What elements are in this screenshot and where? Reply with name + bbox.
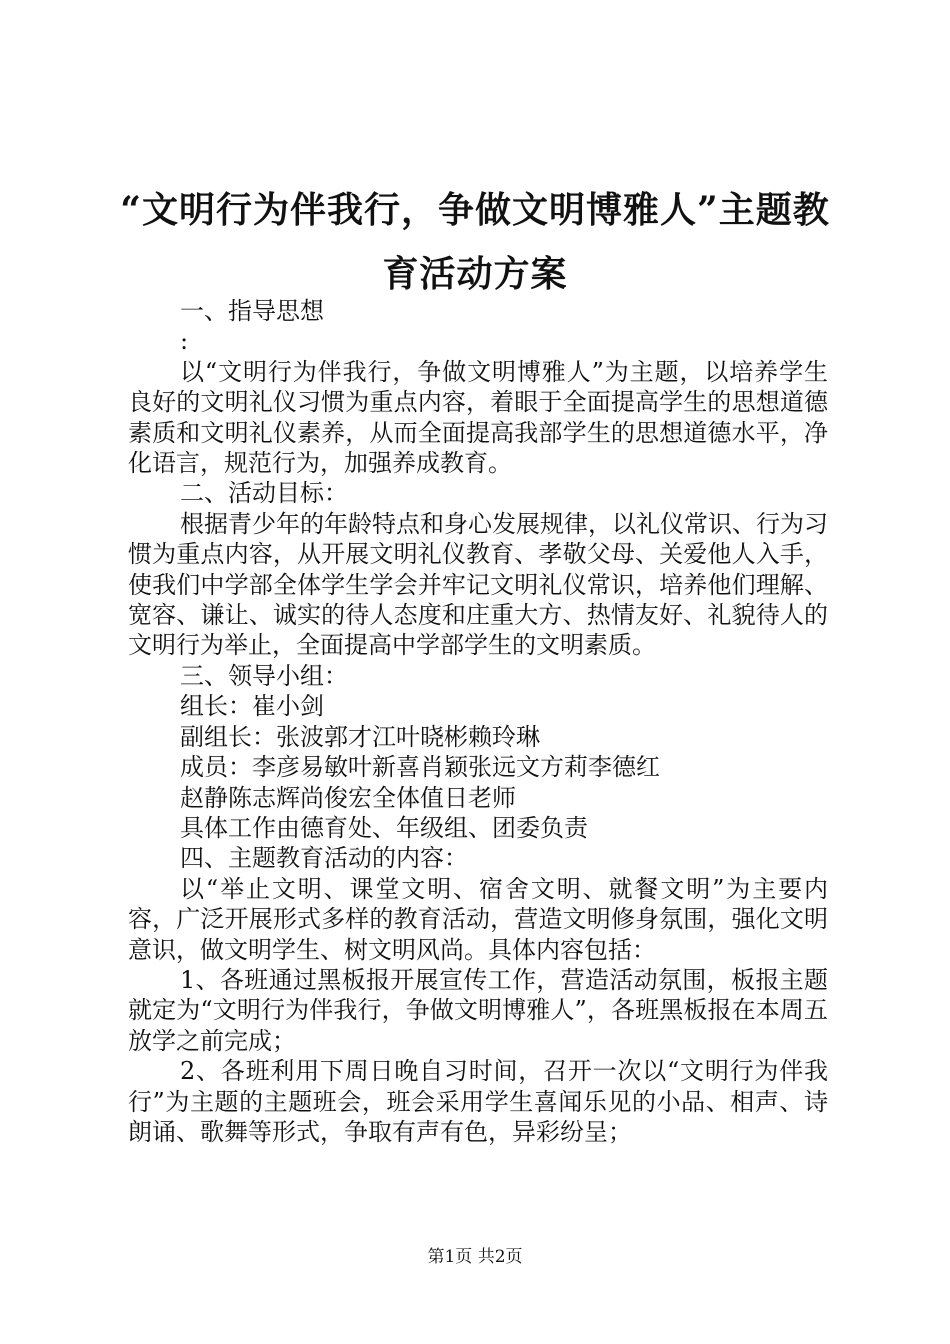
- page-footer: 第1页 共2页: [427, 1247, 523, 1267]
- members-line: 成员：李彦易敏叶新喜肖颖张远文方莉李德红: [180, 753, 660, 782]
- document-body: [128, 296, 828, 1147]
- list-item-2: 2、各班利用下周日晚自习时间，召开一次以“文明行为伴我行”为主题的主题班会，班会采用学生喜闻乐见的小品、相声、诗朗诵、歌舞等形式，争取有声有色，异彩纷呈；: [128, 1057, 828, 1146]
- paragraph-content: 以“举止文明、课堂文明、宿舍文明、就餐文明”为主要内容，广泛开展形式多样的教育活动，营造文明修身氛围，强化文明意识，做文明学生、树文明风尚。具体内容包括：: [128, 874, 828, 964]
- leader-line: 组长：崔小剑: [180, 692, 324, 721]
- section-heading-content: 四、主题教育活动的内容：: [180, 844, 468, 873]
- paragraph-guiding-thought: 以“文明行为伴我行，争做文明博雅人”为主题，以培养学生良好的文明礼仪习惯为重点内容，着眼于全面提高学生的思想道德素质和文明礼仪素养，从而全面提高我部学生的思想道德水平，净化语言，规范行为，加强养成教育。: [128, 357, 828, 478]
- responsibility-line: 具体工作由德育处、年级组、团委负责: [180, 813, 588, 842]
- members-line-2: 赵静陈志辉尚俊宏全体值日老师: [180, 783, 516, 812]
- document-title: “文明行为伴我行，争做文明博雅人”主题教育活动方案: [120, 189, 830, 295]
- deputy-leader-line: 副组长：张波郭才江叶晓彬赖玲琳: [180, 722, 540, 751]
- paragraph-goals: 根据青少年的年龄特点和身心发展规律，以礼仪常识、行为习惯为重点内容，从开展文明礼仪教育、孝敬父母、关爱他人入手，使我们中学部全体学生学会并牢记文明礼仪常识，培养他们理解、宽容、谦让、诚实的待人态度和庄重大方、热情友好、礼貌待人的文明行为举止，全面提高中学部学生的文明素质。: [128, 509, 828, 660]
- section-heading-leadership: 三、领导小组：: [180, 661, 348, 690]
- section-heading-goals: 二、活动目标：: [180, 479, 348, 508]
- list-item-1: 1、各班通过黑板报开展宣传工作，营造活动氛围，板报主题就定为“文明行为伴我行，争做文明博雅人”，各班黑板报在本周五放学之前完成；: [128, 965, 828, 1055]
- section-heading-guiding-thought: 一、指导思想: [180, 297, 324, 325]
- colon-line: :: [180, 327, 189, 356]
